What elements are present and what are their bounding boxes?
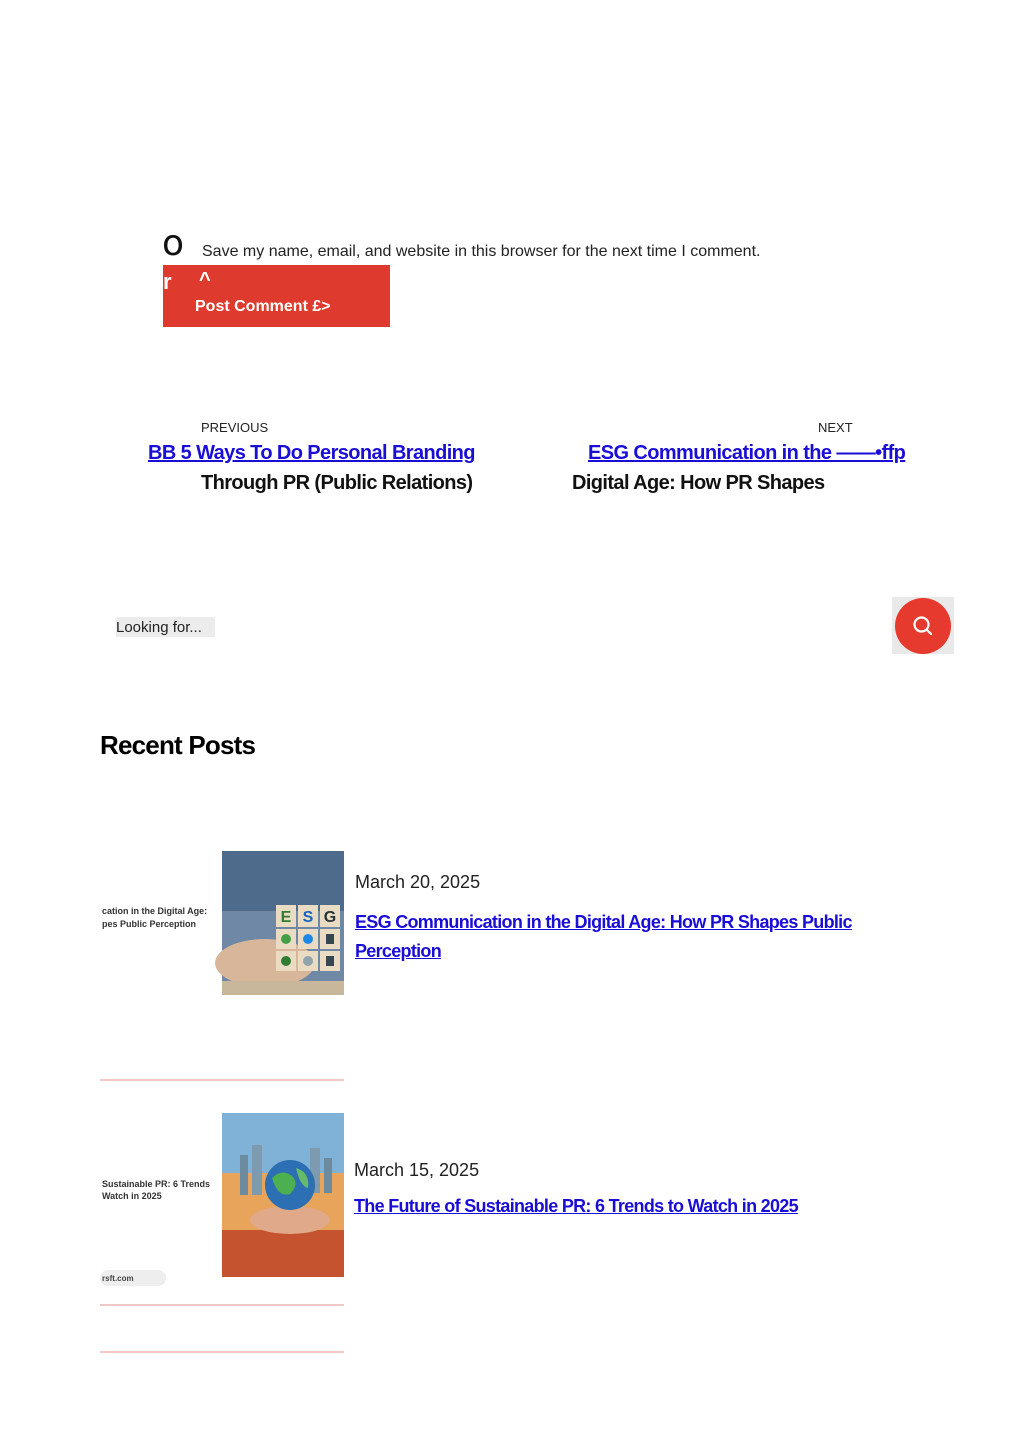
post-comment-button[interactable] xyxy=(163,265,390,327)
thumb-pr-line2: Watch in 2025 xyxy=(102,1191,162,1201)
post-date: March 15, 2025 xyxy=(354,1160,480,1180)
post-comment-label: Post Comment £> xyxy=(195,298,331,315)
search-input[interactable] xyxy=(116,617,215,637)
thumb-esg-line2: pes Public Perception xyxy=(102,919,197,929)
next-post-link[interactable]: ESG Communication in the ——•ffp xyxy=(588,442,906,464)
search-button-container xyxy=(892,597,954,654)
svg-text:S: S xyxy=(302,909,314,926)
thumb-pr-url: rsft.com xyxy=(102,1274,134,1283)
search-button[interactable] xyxy=(895,598,951,654)
post-comment-caret: ^ xyxy=(199,269,211,291)
previous-post-title-continued[interactable]: Through PR (Public Relations) xyxy=(201,472,473,494)
search-icon xyxy=(912,615,934,637)
post-thumbnail-esg[interactable] xyxy=(100,843,344,995)
previous-post-label: PREVIOUS xyxy=(201,420,269,435)
thumb-esg-line1: cation in the Digital Age: xyxy=(102,906,208,916)
save-info-label: Save my name, email, and website in this browser for the next time I comment. xyxy=(202,243,761,260)
save-info-checkbox[interactable]: o xyxy=(162,223,185,264)
thumb-pr-line1: Sustainable PR: 6 Trends xyxy=(102,1179,211,1189)
svg-text:G: G xyxy=(323,909,337,926)
previous-post-link[interactable]: BB 5 Ways To Do Personal Branding xyxy=(148,442,475,464)
svg-text:E: E xyxy=(280,909,292,926)
post-comment-glyph: r xyxy=(163,269,172,294)
post-thumbnail-sustainable-pr[interactable] xyxy=(100,1060,344,1385)
post-title-link[interactable]: ESG Communication in the Digital Age: How PR Shapes Public Perception xyxy=(355,912,852,961)
post-date: March 20, 2025 xyxy=(355,872,481,892)
next-post-label: NEXT xyxy=(818,420,853,435)
recent-posts-heading: Recent Posts xyxy=(100,730,256,760)
post-title-link[interactable]: The Future of Sustainable PR: 6 Trends to Watch in 2025 xyxy=(354,1196,798,1216)
next-post-title-continued[interactable]: Digital Age: How PR Shapes xyxy=(572,472,825,494)
